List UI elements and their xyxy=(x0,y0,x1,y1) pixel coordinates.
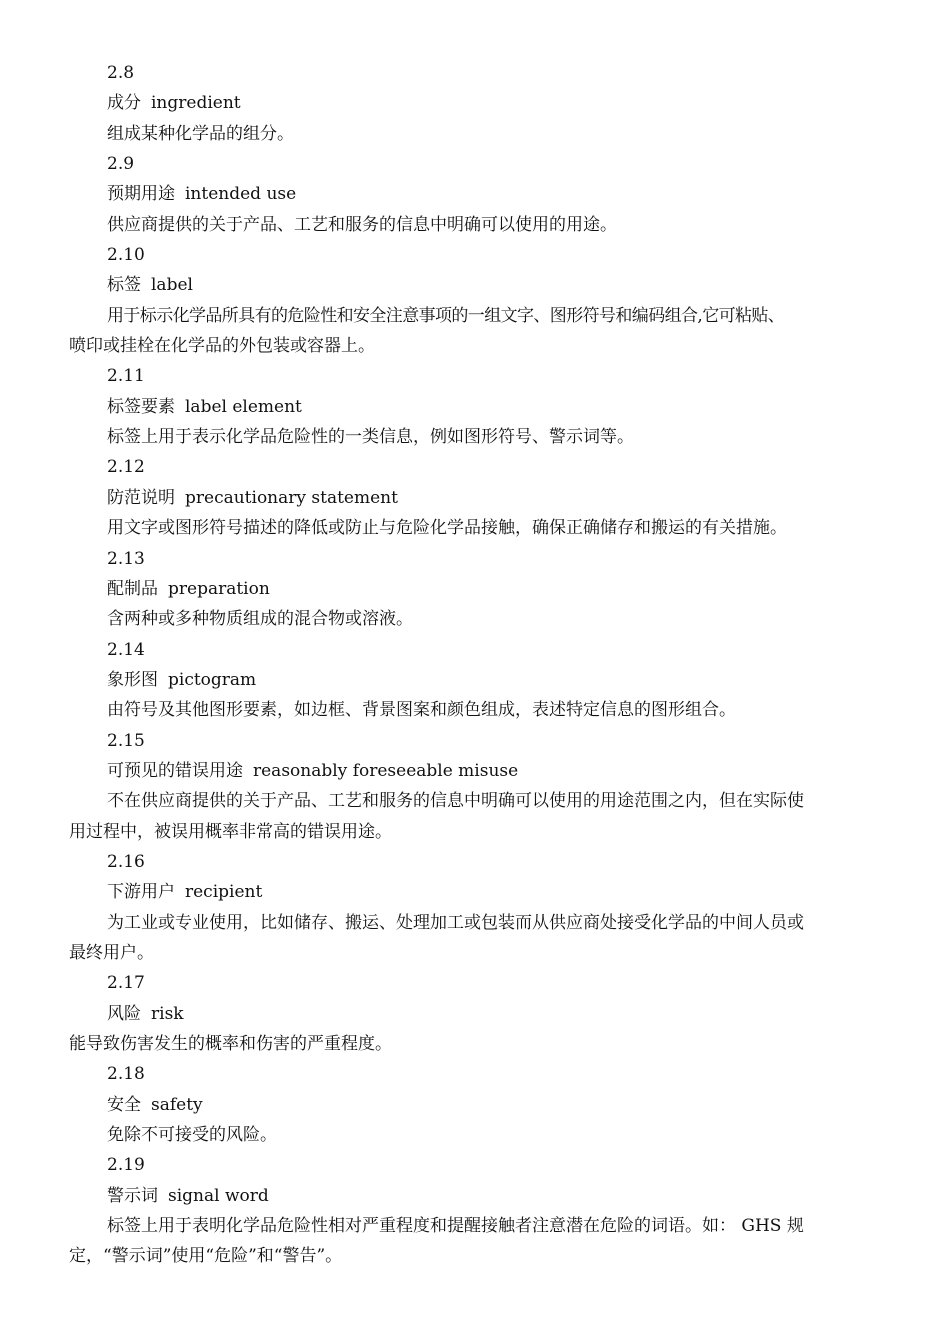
term-en: safety xyxy=(151,1094,203,1115)
term-heading xyxy=(0,392,950,422)
term-heading xyxy=(0,1090,950,1120)
term-heading xyxy=(0,665,950,695)
term-number: 2.10 xyxy=(107,245,145,266)
term-definition: 含两种或多种物质组成的混合物或溶液。 xyxy=(107,609,413,630)
term-number: 2.17 xyxy=(107,973,145,994)
term-heading xyxy=(0,483,950,513)
term-number: 2.16 xyxy=(107,851,145,872)
term-definition: 能导致伤害发生的概率和伤害的严重程度。 xyxy=(69,1034,392,1054)
term-heading xyxy=(0,88,950,118)
term-zh: 风险 xyxy=(107,1003,141,1024)
term-definition: 由符号及其他图形要素，如边框、背景图案和颜色组成，表述特定信息的图形组合。 xyxy=(107,700,736,721)
term-definition: 不在供应商提供的关于产品、工艺和服务的信息中明确可以使用的用途范围之内，但在实际使 xyxy=(107,791,804,812)
term-zh: 可预见的错误用途 xyxy=(107,760,243,781)
term-number: 2.15 xyxy=(107,730,145,751)
term-number: 2.8 xyxy=(107,63,135,83)
term-definition-continued: 定，“警示词”使用“危险”和“警告”。 xyxy=(69,1246,343,1267)
term-number: 2.18 xyxy=(107,1064,145,1085)
term-number: 2.9 xyxy=(107,154,135,175)
term-en: precautionary statement xyxy=(185,487,398,508)
term-definition: 标签上用于表示化学品危险性的一类信息，例如图形符号、警示词等。 xyxy=(107,427,634,448)
term-heading xyxy=(0,999,950,1029)
term-definition: 为工业或专业使用，比如储存、搬运、处理加工或包装而从供应商处接受化学品的中间人员或 xyxy=(107,912,804,933)
term-definition-continued: 喷印或挂栓在化学品的外包装或容器上。 xyxy=(69,336,375,357)
term-en: label element xyxy=(185,396,302,417)
term-number: 2.11 xyxy=(107,366,145,387)
term-definition-continued: 用过程中，被误用概率非常高的错误用途。 xyxy=(69,821,392,842)
term-heading xyxy=(0,756,950,786)
term-number: 2.12 xyxy=(107,457,145,478)
term-definition: 用文字或图形符号描述的降低或防止与危险化学品接触，确保正确储存和搬运的有关措施。 xyxy=(107,518,787,539)
term-zh: 标签 xyxy=(107,275,141,296)
term-heading xyxy=(0,270,950,300)
term-number: 2.13 xyxy=(107,548,145,569)
term-en: pictogram xyxy=(168,669,257,690)
term-zh: 象形图 xyxy=(107,669,158,690)
term-definition: 用于标示化学品所具有的危险性和安全注意事项的一组文字、图形符号和编码组合,它可粘贴、 xyxy=(107,305,785,326)
term-en: reasonably foreseeable misuse xyxy=(253,760,519,781)
term-en: preparation xyxy=(168,578,270,599)
term-zh: 防范说明 xyxy=(107,487,175,508)
term-definition: 供应商提供的关于产品、工艺和服务的信息中明确可以使用的用途。 xyxy=(107,214,617,235)
term-zh: 安全 xyxy=(107,1094,141,1115)
term-en: intended use xyxy=(185,184,297,205)
term-definition-continued: 最终用户。 xyxy=(69,942,154,963)
term-number: 2.14 xyxy=(107,639,145,660)
term-heading xyxy=(0,179,950,209)
term-zh: 标签要素 xyxy=(107,396,175,417)
term-definition: 标签上用于表明化学品危险性相对严重程度和提醒接触者注意潜在危险的词语。如： GHS 规 xyxy=(107,1216,804,1237)
term-definition: 组成某种化学品的组分。 xyxy=(107,123,294,144)
term-zh: 配制品 xyxy=(107,578,158,599)
term-heading xyxy=(0,574,950,604)
term-zh: 下游用户 xyxy=(107,882,175,903)
term-definition: 免除不可接受的风险。 xyxy=(107,1125,277,1146)
term-en: ingredient xyxy=(151,93,241,114)
term-en: signal word xyxy=(168,1185,269,1206)
term-heading xyxy=(0,877,950,907)
term-zh: 预期用途 xyxy=(107,184,175,205)
term-en: risk xyxy=(151,1003,184,1024)
term-number: 2.19 xyxy=(107,1155,145,1176)
document-page xyxy=(0,58,950,1272)
term-en: label xyxy=(151,275,193,296)
term-heading xyxy=(0,1181,950,1211)
term-zh: 成分 xyxy=(107,93,141,114)
term-zh: 警示词 xyxy=(107,1185,158,1206)
term-en: recipient xyxy=(185,882,263,903)
